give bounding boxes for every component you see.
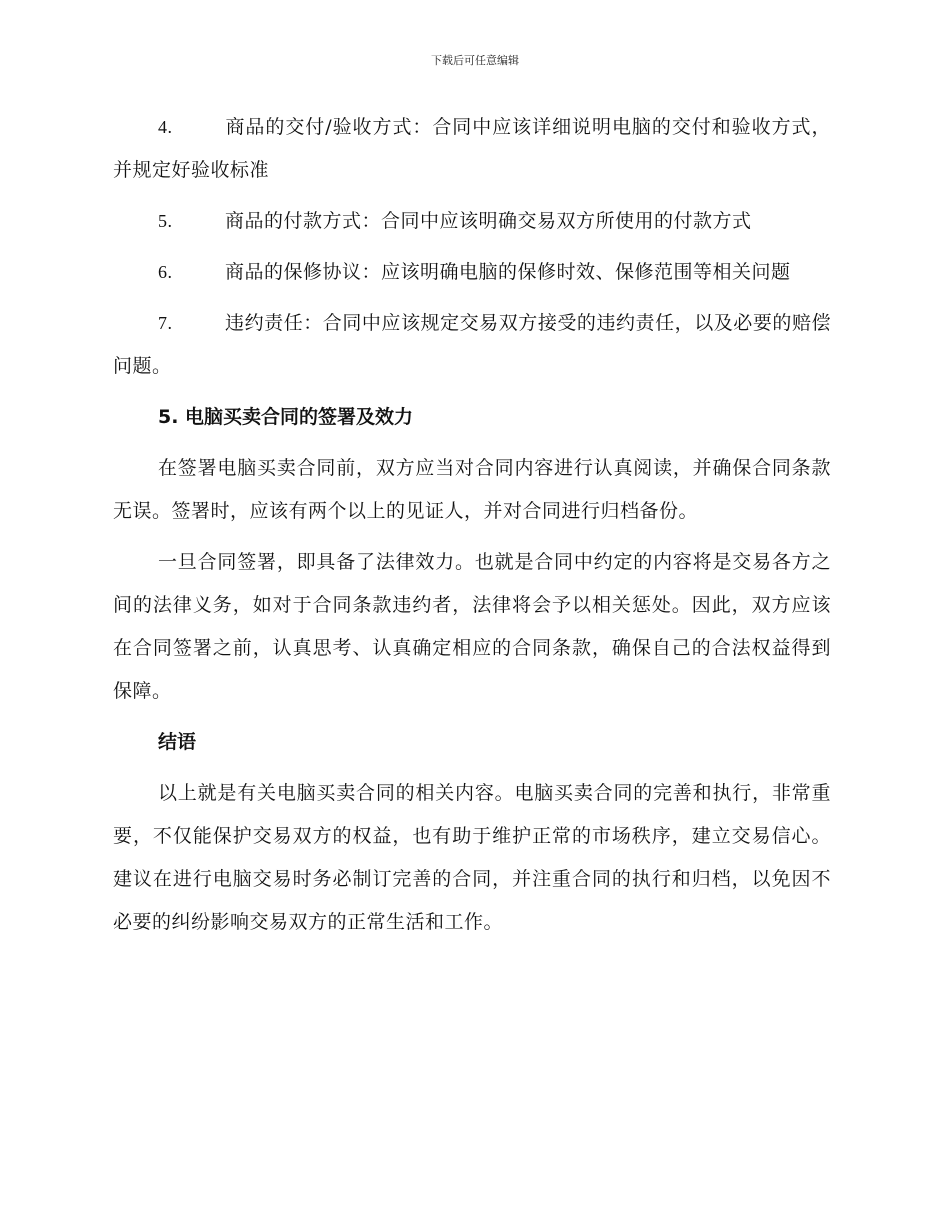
list-number: 4. [158,117,173,137]
document-body [113,106,831,952]
list-number: 6. [158,262,173,282]
paragraph-legal-effect: 一旦合同签署，即具备了法律效力。也就是合同中约定的内容将是交易各方之间的法律义务，如对于合同条款违约者，法律将会予以相关惩处。因此，双方应该在合同签署之前，认真思考、认真确定相应的合同条款，确保自己的合法权益得到保障。 [113,551,831,702]
section-heading-signing: 5. 电脑买卖合同的签署及效力 [158,406,414,428]
list-text: 商品的保修协议：应该明确电脑的保修时效、保修范围等相关问题 [225,261,791,283]
section-heading-conclusion: 结语 [158,731,197,753]
list-item-4 [113,106,831,192]
list-number: 7. [158,313,173,333]
paragraph-signing: 在签署电脑买卖合同前，双方应当对合同内容进行认真阅读，并确保合同条款无误。签署时，应该有两个以上的见证人，并对合同进行归档备份。 [113,457,831,522]
page-header: 下载后可任意编辑 [431,54,519,67]
list-text: 商品的交付/验收方式：合同中应该详细说明电脑的交付和验收方式，并规定好验收标准 [113,116,831,181]
list-text: 违约责任：合同中应该规定交易双方接受的违约责任，以及必要的赔偿问题。 [113,312,831,377]
list-text: 商品的付款方式：合同中应该明确交易双方所使用的付款方式 [225,210,752,232]
list-number: 5. [158,211,173,231]
list-item-7 [113,302,831,388]
list-item-5 [113,200,831,243]
list-item-6 [113,251,831,294]
paragraph-conclusion: 以上就是有关电脑买卖合同的相关内容。电脑买卖合同的完善和执行，非常重要，不仅能保护交易双方的权益，也有助于维护正常的市场秩序，建立交易信心。建议在进行电脑交易时务必制订完善的合同，并注重合同的执行和归档，以免因不必要的纠纷影响交易双方的正常生活和工作。 [113,782,831,933]
